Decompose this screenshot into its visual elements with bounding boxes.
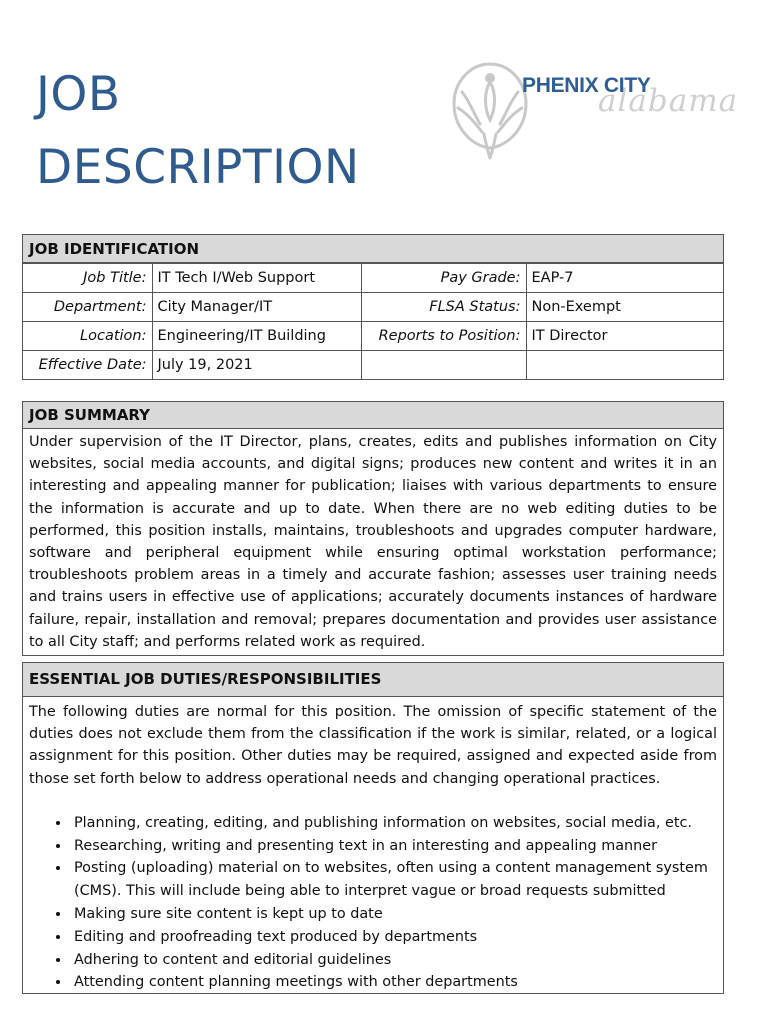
pay-grade-value: EAP-7	[526, 264, 723, 293]
page-title	[36, 58, 360, 204]
logo-city-text: PHENIX CITY	[522, 74, 651, 97]
flsa-status-label: FLSA Status:	[361, 293, 526, 322]
effective-date-label: Effective Date:	[23, 351, 152, 380]
section-heading: JOB IDENTIFICATION	[23, 235, 723, 263]
table-row	[23, 351, 723, 380]
table-row	[23, 322, 723, 351]
duties-list	[23, 812, 723, 994]
effective-date-value: July 19, 2021	[152, 351, 361, 380]
essential-duties-section	[22, 662, 724, 994]
title-line-2: DESCRIPTION	[36, 140, 360, 195]
department-value: City Manager/IT	[152, 293, 361, 322]
table-row	[23, 293, 723, 322]
list-item: • Making sure site content is kept up to date	[71, 903, 717, 926]
list-item: • Researching, writing and presenting text in an interesting and appealing manner	[71, 835, 717, 858]
list-item: • Posting (uploading) material on to websites, often using a content management system (CMS). This will include being able to interpret vague or broad requests submitted	[71, 857, 717, 903]
section-heading: ESSENTIAL JOB DUTIES/RESPONSIBILITIES	[23, 663, 723, 697]
title-line-1: JOB	[36, 67, 121, 122]
logo-state-text: alabama	[598, 83, 739, 119]
department-label: Department:	[23, 293, 152, 322]
identification-table	[23, 263, 723, 379]
empty-cell	[526, 351, 723, 380]
city-logo	[440, 52, 739, 162]
location-label: Location:	[23, 322, 152, 351]
empty-cell	[361, 351, 526, 380]
reports-to-label: Reports to Position:	[361, 322, 526, 351]
job-title-value: IT Tech I/Web Support	[152, 264, 361, 293]
flsa-status-value: Non-Exempt	[526, 293, 723, 322]
job-identification-section	[22, 234, 724, 380]
list-item: • Attending content planning meetings with other departments	[71, 971, 717, 994]
list-item: • Planning, creating, editing, and publishing information on websites, social media, etc.	[71, 812, 717, 835]
location-value: Engineering/IT Building	[152, 322, 361, 351]
table-row	[23, 264, 723, 293]
list-item: • Editing and proofreading text produced by departments	[71, 926, 717, 949]
phoenix-icon	[440, 52, 540, 162]
section-heading: JOB SUMMARY	[23, 402, 723, 429]
reports-to-value: IT Director	[526, 322, 723, 351]
list-item: • Adhering to content and editorial guidelines	[71, 949, 717, 972]
summary-text: Under supervision of the IT Director, plans, creates, edits and publishes information on City websites, social media accounts, and digital signs; produces new content and writes it in an interesting and appealing manner for publication; liaises with various departments to ensure the information is accurate and up to date. When there are no web editing duties to be performed, this position installs, maintains, troubleshoots and upgrades computer hardware, software and peripheral equipment while ensuring optimal workstation performance; troubleshoots problem areas in a timely and accurate fashion; assesses user training needs and trains users in effective use of applications; accurately documents instances of hardware failure, repair, installation and removal; prepares documentation and provides user assistance to all City staff; and performs related work as required.	[29, 434, 717, 650]
duties-intro: The following duties are normal for this position. The omission of specific statement of the duties does not exclude them from the classification if the work is similar, related, or a logical assignment for this position. Other duties may be required, assigned and expected aside from those set forth below to address operational needs and changing operational practices.	[29, 704, 717, 787]
job-summary-section	[22, 401, 724, 656]
job-title-label: Job Title:	[23, 264, 152, 293]
pay-grade-label: Pay Grade:	[361, 264, 526, 293]
